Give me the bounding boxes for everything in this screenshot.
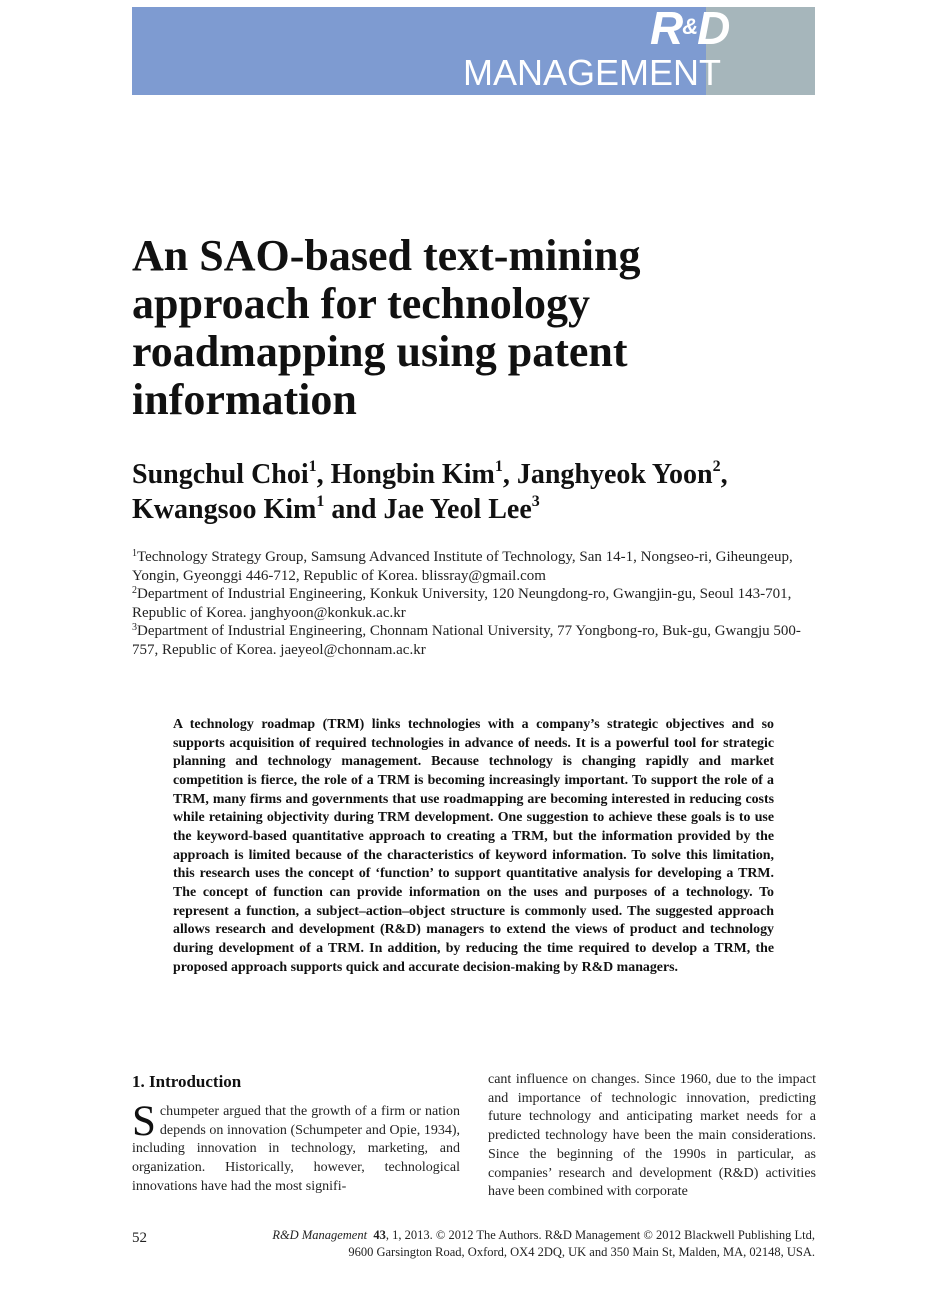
article-title: An SAO-based text-mining approach for technology roadmapping using patent information [132, 231, 641, 424]
author-list: Sungchul Choi$^1$, Hongbin Kim$^1$, Janghyeok Yoon$^2$, Kwangsoo Kim$^1$ and Jae Yeol Lee$^3$ [132, 458, 728, 525]
footer-address: 9600 Garsington Road, Oxford, OX4 2DQ, UK and 350 Main St, Malden, MA, 02148, USA. [348, 1245, 815, 1259]
author: Hongbin Kim$^1$ [330, 458, 503, 490]
body-column-left [132, 1071, 460, 1197]
author: Janghyeok Yoon$^2$ [516, 458, 721, 490]
body-paragraph: Schumpeter argued that the growth of a firm or nation depends on innovation (Schumpeter and Opie, 1934), including innovation in technology, marketing, and organization. Historically, however, technological innovations have had the most signifi- [132, 1098, 460, 1194]
journal-logo-management: MANAGEMENT [463, 52, 722, 93]
footer-citation [200, 1227, 815, 1261]
affiliation: $^2$Department of Industrial Engineering, Konkuk University, 120 Neungdong-ro, Gwangjin-gu, Seoul 143-701, Republic of Korea. janghyoon@konkuk.ac.kr [132, 585, 792, 621]
section-heading: 1. Introduction [132, 1072, 242, 1091]
body-paragraph: cant influence on changes. Since 1960, due to the impact and importance of technologic innovation, predicting future technology and anticipating market needs for a predicted technology have been the main considerations. Since the beginning of the 1990s in particular, as companies’ research and development (R&D) activities have been combined with corporate [488, 1072, 816, 1200]
journal-logo-rd: R&D [650, 2, 730, 54]
affiliation: $^3$Department of Industrial Engineering, Chonnam National University, 77 Yongbong-ro, Buk-gu, Gwangju 500-757, Republic of Korea. jaeyeol@chonnam.ac.kr [132, 622, 801, 658]
author: Kwangsoo Kim$^1$ [132, 493, 325, 525]
affiliations [132, 548, 822, 659]
affiliation: $^1$Technology Strategy Group, Samsung Advanced Institute of Technology, San 14-1, Nongseo-ri, Giheungeup, Yongin, Gyeonggi 446-712, Republic of Korea. blissray@gmail.com [132, 548, 793, 584]
author: Sungchul Choi$^1$ [132, 458, 317, 490]
footer-citation-line: R&D Management 43, 1, 2013. © 2012 The Authors. R&D Management © 2012 Blackwell Publishing Ltd, [272, 1228, 815, 1242]
page-number: 52 [132, 1230, 147, 1246]
drop-cap: S [132, 1098, 156, 1145]
author: Jae Yeol Lee$^3$ [383, 493, 540, 525]
abstract: A technology roadmap (TRM) links technologies with a company’s strategic objectives and so supports acquisition of required technologies in advance of needs. It is a powerful tool for strategic planning and technology management. Because technology is changing rapidly and market competition is fierce, the role of a TRM is becoming increasingly important. To support the role of a TRM, many firms and governments that use roadmapping are becoming interested in reducing costs while retaining objectivity during TRM development. One suggestion to achieve these goals is to use the keyword-based quantitative approach to creating a TRM, but the information provided by the approach is limited because of the characteristics of keyword information. To solve this limitation, this research uses the concept of ‘function’ to support quantitative analysis for developing a TRM. The concept of function can provide information on the uses and purposes of a technology. To represent a function, a subject–action–object structure is commonly used. The suggested approach allows research and development (R&D) managers to extend the views of product and technology during development of a TRM. In addition, by reducing the time required to develop a TRM, the proposed approach supports quick and accurate decision-making by R&D managers. [173, 717, 774, 975]
body-column-right [488, 1071, 816, 1202]
